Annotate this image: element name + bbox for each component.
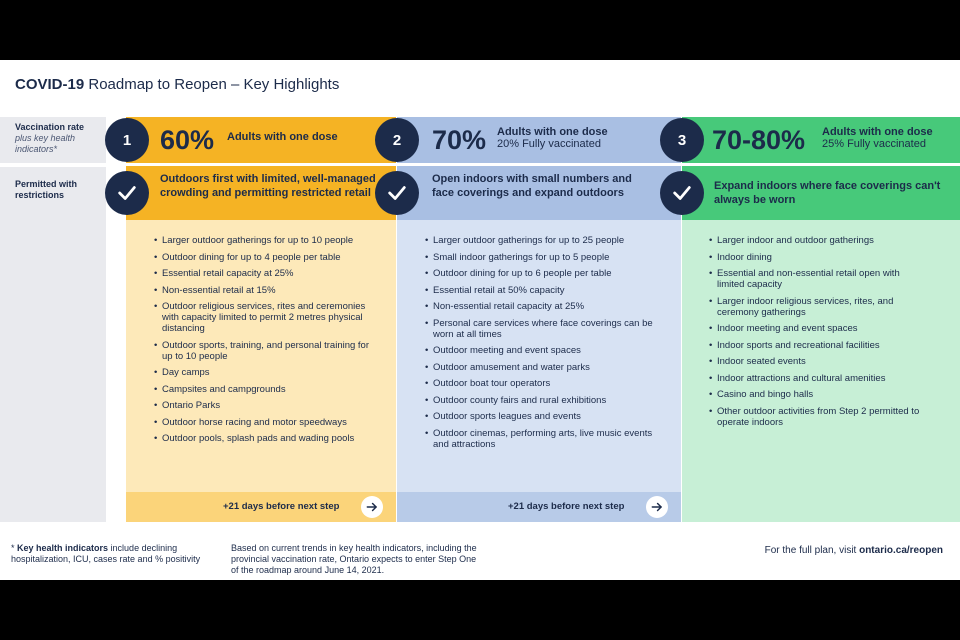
list-item: • Ontario Parks (154, 400, 382, 411)
list-item: • Indoor sports and recreational facilities (709, 340, 924, 351)
step1-dose-text: Adults with one dose (227, 131, 338, 143)
list-item: • Essential retail capacity at 25% (154, 268, 382, 279)
step3-heading: Expand indoors where face coverings can't always be worn (714, 180, 941, 206)
step2-number: 2 (375, 118, 419, 162)
list-item: • Larger outdoor gatherings for up to 10 people (154, 235, 382, 246)
key-indicators-note: * Key health indicators include declining hospitalization, ICU, cases rate and % positivity (11, 543, 201, 564)
step2-dose-text: Adults with one dose 20% Fully vaccinated (497, 126, 608, 150)
list-item: • Outdoor religious services, rites and ceremonies with capacity limited to permit 2 metres physical distancing (154, 301, 382, 334)
list-item: • Personal care services where face coverings can be worn at all times (425, 318, 655, 340)
step3-percent: 70-80% (712, 125, 806, 155)
step2-heading: Open indoors with small numbers and face coverings and expand outdoors (432, 173, 632, 199)
list-item: • Outdoor dining for up to 6 people per table (425, 268, 655, 279)
list-item: • Other outdoor activities from Step 2 permitted to operate indoors (709, 406, 924, 428)
page-title: COVID-19 Roadmap to Reopen – Key Highlights (15, 76, 340, 93)
list-item: • Outdoor meeting and event spaces (425, 345, 655, 356)
step1-check-icon (105, 171, 149, 215)
list-item: • Larger outdoor gatherings for up to 25 people (425, 235, 655, 246)
list-item: • Essential and non-essential retail open with limited capacity (709, 268, 924, 290)
list-item: • Indoor seated events (709, 356, 924, 367)
list-item: • Outdoor pools, splash pads and wading pools (154, 433, 382, 444)
step2-percent: 70% (432, 125, 487, 155)
list-item: • Outdoor cinemas, performing arts, live music events and attractions (425, 428, 655, 450)
list-item: • Non-essential retail capacity at 25% (425, 301, 655, 312)
list-item: • Indoor dining (709, 252, 924, 263)
full-plan-link[interactable]: ontario.ca/reopen (859, 545, 943, 556)
step1-number: 1 (105, 118, 149, 162)
step2-next-label: +21 days before next step (508, 501, 625, 512)
step1-arrow-right-icon[interactable] (361, 496, 383, 518)
list-item: • Campsites and campgrounds (154, 384, 382, 395)
list-item: • Indoor attractions and cultural amenities (709, 373, 924, 384)
list-item: • Small indoor gatherings for up to 5 people (425, 252, 655, 263)
list-item: • Outdoor amusement and water parks (425, 362, 655, 373)
step1-list (154, 235, 382, 450)
list-item: • Outdoor dining for up to 4 people per table (154, 252, 382, 263)
list-item: • Outdoor sports leagues and events (425, 411, 655, 422)
step1-heading: Outdoors first with limited, well-managed crowding and permitting restricted retail (160, 173, 376, 199)
list-item: • Casino and bingo halls (709, 389, 924, 400)
step2-arrow-right-icon[interactable] (646, 496, 668, 518)
list-item: • Day camps (154, 367, 382, 378)
step3-list (709, 235, 924, 433)
list-item: • Non-essential retail at 15% (154, 285, 382, 296)
list-item: • Indoor meeting and event spaces (709, 323, 924, 334)
list-item: • Outdoor sports, training, and personal training for up to 10 people (154, 340, 382, 362)
roadmap-infographic (0, 60, 960, 580)
list-item: • Outdoor county fairs and rural exhibitions (425, 395, 655, 406)
step3-number: 3 (660, 118, 704, 162)
vaccination-rate-label: Vaccination rate plus key health indicators* (0, 117, 106, 163)
step3-check-icon (660, 171, 704, 215)
step1-next-label: +21 days before next step (223, 501, 340, 512)
step3-dose-text: Adults with one dose 25% Fully vaccinated (822, 126, 933, 150)
list-item: • Outdoor boat tour operators (425, 378, 655, 389)
list-item: • Larger indoor religious services, rites, and ceremony gatherings (709, 296, 924, 318)
full-plan-note: For the full plan, visit ontario.ca/reopen (764, 545, 943, 556)
permitted-label: Permitted with restrictions (0, 167, 106, 522)
step2-list (425, 235, 655, 455)
step1-percent: 60% (160, 125, 215, 155)
list-item: • Essential retail at 50% capacity (425, 285, 655, 296)
list-item: • Outdoor horse racing and motor speedways (154, 417, 382, 428)
expected-date-note: Based on current trends in key health indicators, including the provincial vaccination rate, Ontario expects to enter Step One of the roadmap around June 14, 2021. (231, 543, 477, 575)
list-item: • Larger indoor and outdoor gatherings (709, 235, 924, 246)
